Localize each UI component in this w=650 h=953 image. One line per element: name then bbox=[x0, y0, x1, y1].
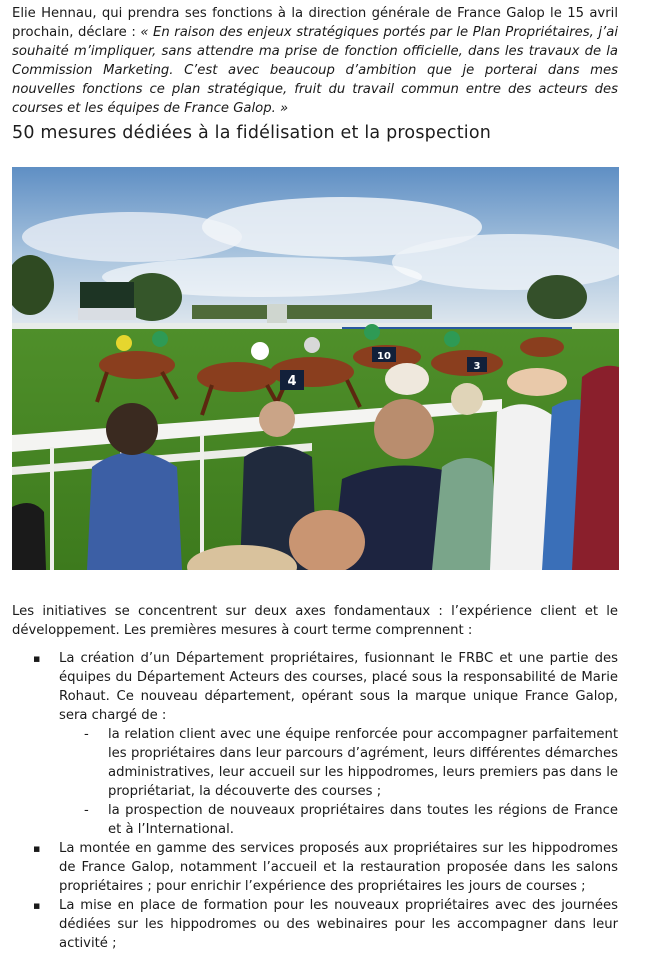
sub-list-item-text: la relation client avec une équipe renforcée pour accompagner parfaitement les propriétaires dans leur parcours d’agrément, leurs différentes démarches administratives, leur accueil sur les hippodromes, leurs premiers pas dans le propriétariat, la découverte des courses ; bbox=[108, 727, 618, 799]
saddlecloth-number-3: 3 bbox=[473, 361, 481, 372]
square-bullet-icon: ▪ bbox=[33, 652, 41, 665]
section-heading: 50 mesures dédiées à la fidélisation et la prospection bbox=[12, 123, 492, 143]
list-item-text: La mise en place de formation pour les nouveaux propriétaires avec des journées dédiées sur les hippodromes ou des webinaires pour les accompagner dans leur activité ; bbox=[59, 898, 618, 951]
list-item bbox=[12, 649, 618, 839]
saddlecloth-number-2: 10 bbox=[377, 351, 391, 362]
square-bullet-icon: ▪ bbox=[33, 899, 41, 912]
list-item-text: La montée en gamme des services proposés aux propriétaires sur les hippodromes de France Galop, notamment l’accueil et la restauration proposée dans les salons propriétaires ; pour enrichir l’expérience des propriétaires les jours de courses ; bbox=[59, 841, 618, 894]
list-item bbox=[12, 896, 618, 953]
square-bullet-icon: ▪ bbox=[33, 842, 41, 855]
sub-list-item bbox=[59, 801, 618, 839]
race-photo bbox=[12, 167, 619, 570]
intro-paragraph bbox=[12, 4, 618, 118]
saddlecloth-number-1: 4 bbox=[287, 374, 297, 389]
list-item-text: La création d’un Département propriétaires, fusionnant le FRBC et une partie des équipes du Département Acteurs des courses, placé sous la responsabilité de Marie Rohaut. Ce nouveau département, opérant sous la marque unique France Galop, sera chargé de : bbox=[59, 651, 618, 723]
dash-bullet-icon: - bbox=[84, 727, 89, 742]
sub-list-item bbox=[59, 725, 618, 801]
axes-paragraph: Les initiatives se concentrent sur deux axes fondamentaux : l’expérience client et le développement. Les premières mesures à court terme comprennent : bbox=[12, 604, 618, 638]
race-photo-illustration bbox=[12, 167, 619, 570]
intro-quote: « En raison des enjeux stratégiques portés par le Plan Propriétaires, j’ai souhaité m’impliquer, sans attendre ma prise de fonction officielle, dans les travaux de la Commission Marketing. C’est avec beaucoup d’ambition que je porterai dans mes nouvelles fonctions ce plan stratégique, fruit du travail commun entre des acteurs des courses et les équipes de France Galop. » bbox=[12, 25, 618, 116]
measures-list bbox=[12, 649, 618, 953]
intro-text: Elie Hennau, qui prendra ses fonctions à la direction générale de France Galop le 15 avril prochain, déclare : bbox=[12, 6, 618, 40]
dash-bullet-icon: - bbox=[84, 803, 89, 818]
sub-list-item-text: la prospection de nouveaux propriétaires dans toutes les régions de France et à l’International. bbox=[108, 803, 618, 837]
list-item bbox=[12, 839, 618, 896]
sub-list bbox=[59, 725, 618, 839]
